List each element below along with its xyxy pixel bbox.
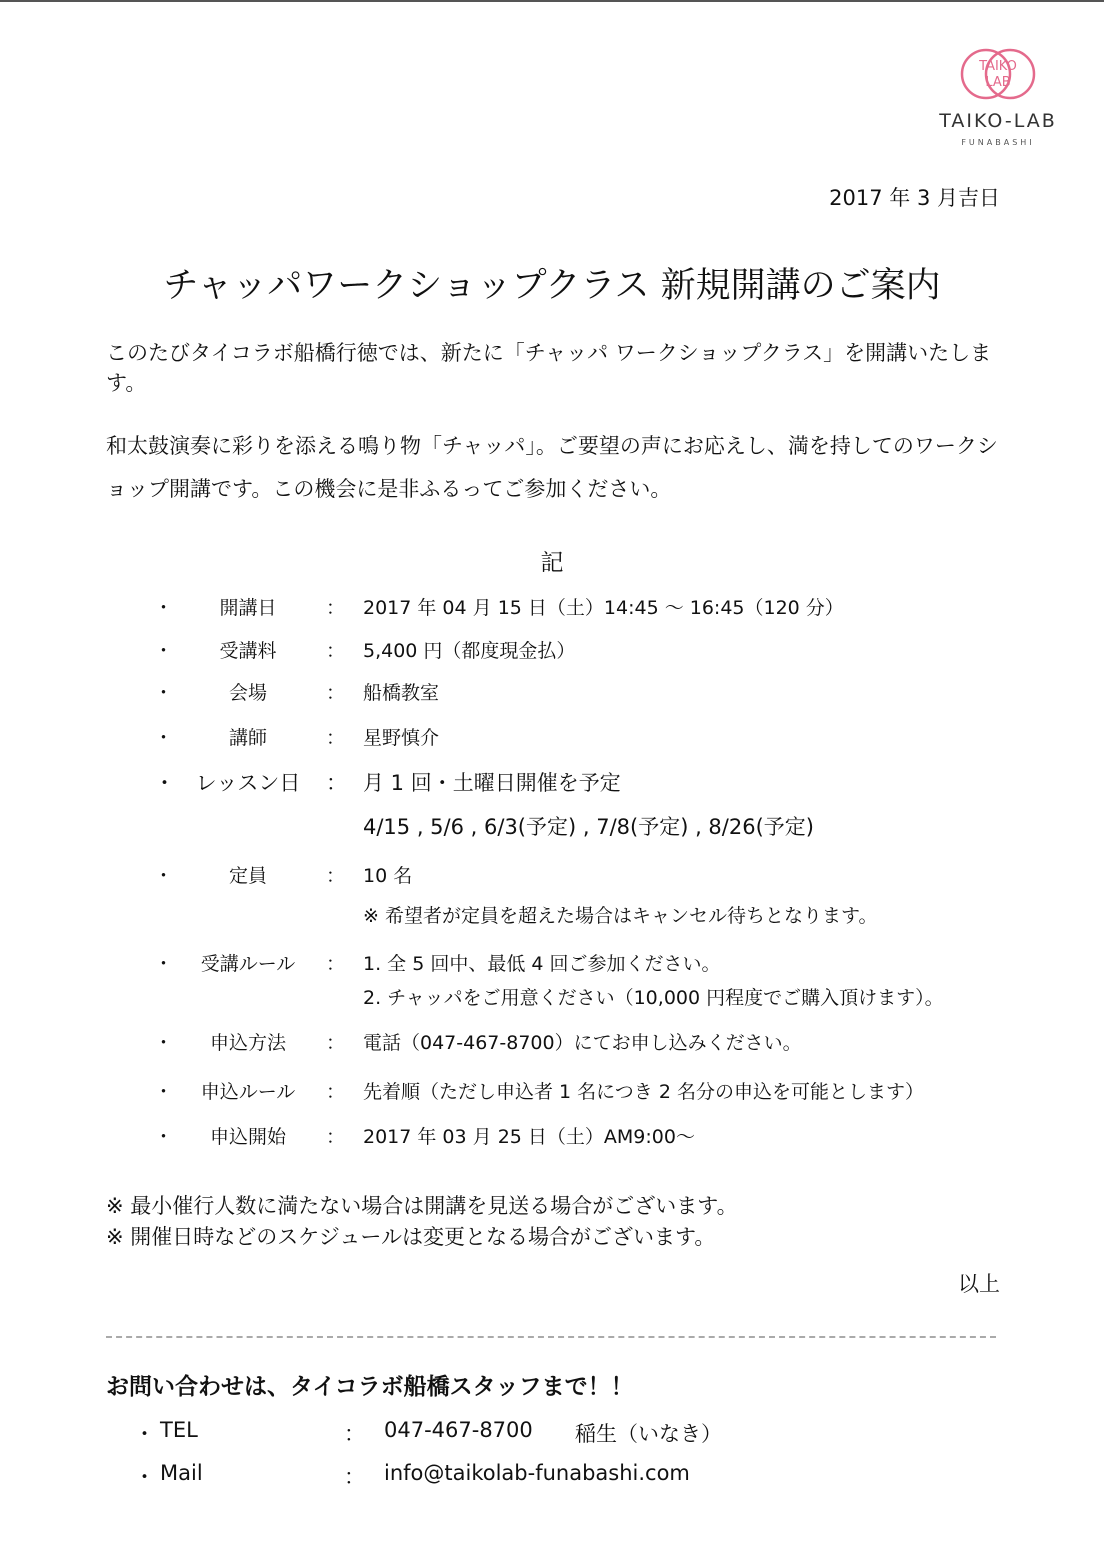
bullet: ・ <box>154 727 174 749</box>
detail-value: 2017 年 03 月 25 日（土）AM9:00～ <box>363 1126 695 1148</box>
detail-row-instructor <box>0 723 1104 753</box>
bullet: ・ <box>154 865 174 887</box>
detail-row-opening-day <box>0 593 1104 623</box>
colon: ： <box>326 640 346 662</box>
detail-label: 定員 <box>228 865 267 887</box>
detail-row-fee <box>0 636 1104 666</box>
closing-ijo: 以上 <box>958 1272 1000 1296</box>
colon: ： <box>326 1081 346 1103</box>
colon: ： <box>344 1422 365 1446</box>
note-2: ※ 開催日時などのスケジュールは変更となる場合がございます。 <box>106 1225 716 1249</box>
detail-value: 2017 年 04 月 15 日（土）14:45 ～ 16:45（120 分） <box>363 597 844 619</box>
taiko-lab-logo <box>924 40 1072 152</box>
detail-value: 星野慎介 <box>363 727 440 749</box>
detail-label: 開講日 <box>219 597 277 619</box>
colon: ： <box>326 1126 346 1148</box>
bullet: ・ <box>154 771 175 795</box>
document-title: チャッパワークショップクラス 新規開講のご案内 <box>163 266 941 306</box>
bullet: ・ <box>134 1422 155 1446</box>
bullet: ・ <box>134 1465 155 1489</box>
detail-label: 講師 <box>228 727 267 749</box>
bullet: ・ <box>154 1032 174 1054</box>
detail-value: 10 名 <box>363 865 413 887</box>
detail-label: 会場 <box>228 682 267 704</box>
colon: ： <box>326 682 346 704</box>
detail-row-rules <box>0 949 1104 979</box>
bullet: ・ <box>154 953 174 975</box>
detail-label: 申込方法 <box>209 1032 286 1054</box>
contact-label: Mail <box>160 1461 203 1485</box>
logo-subtitle: FUNABASHI <box>961 138 1035 147</box>
intro-paragraph-2: 和太鼓演奏に彩りを添える鳴り物「チャッパ」。ご要望の声にお応えし、満を持してのワークショップ開講です。この機会に是非ふるってご参加ください。 <box>106 434 998 501</box>
bullet: ・ <box>154 640 174 662</box>
detail-row-venue <box>0 678 1104 708</box>
detail-value: 電話（047-467-8700）にてお申し込みください。 <box>363 1032 802 1054</box>
colon: ： <box>344 1465 365 1489</box>
colon: ： <box>326 771 347 795</box>
detail-row-apply-method <box>0 1028 1104 1058</box>
rule-item-2: 2. チャッパをご用意ください（10,000 円程度でご購入頂けます）。 <box>363 987 944 1009</box>
detail-value: 船橋教室 <box>363 682 440 704</box>
detail-value: 5,400 円（都度現金払） <box>363 640 576 662</box>
detail-value: 月 1 回・土曜日開催を予定 <box>363 771 621 795</box>
bullet: ・ <box>154 682 174 704</box>
capacity-note: ※ 希望者が定員を超えた場合はキャンセル待ちとなります。 <box>363 905 878 927</box>
detail-row-apply-start <box>0 1122 1104 1152</box>
detail-label: レッスン日 <box>195 771 301 795</box>
detail-row-lesson-days <box>0 767 1104 797</box>
colon: ： <box>326 1032 346 1054</box>
dashed-divider <box>106 1336 996 1338</box>
taiko-lab-emblem-icon <box>960 44 1036 104</box>
colon: ： <box>326 953 346 975</box>
intro-paragraph-1: このたびタイコラボ船橋行徳では、新たに「チャッパ ワークショップクラス」を開講いたします。 <box>106 341 992 395</box>
ki-heading: 記 <box>540 550 564 576</box>
detail-label: 申込ルール <box>200 1081 296 1103</box>
document-date: 2017 年 3 月吉日 <box>829 186 1000 210</box>
lesson-dates: 4/15 , 5/6 , 6/3(予定) , 7/8(予定) , 8/26(予定) <box>363 815 814 839</box>
detail-label: 申込開始 <box>209 1126 286 1148</box>
top-border <box>0 0 1104 2</box>
tel-contact-person: 稲生（いなき） <box>575 1422 722 1446</box>
tel-number: 047-467-8700 <box>384 1418 533 1442</box>
colon: ： <box>326 865 346 887</box>
colon: ： <box>326 597 346 619</box>
detail-label: 受講ルール <box>200 953 296 975</box>
colon: ： <box>326 727 346 749</box>
note-1: ※ 最小催行人数に満たない場合は開講を見送る場合がございます。 <box>106 1194 738 1218</box>
bullet: ・ <box>154 1126 174 1148</box>
detail-row-capacity <box>0 861 1104 891</box>
svg-text:TAIKO: TAIKO <box>979 59 1017 74</box>
bullet: ・ <box>154 1081 174 1103</box>
detail-row-apply-rule <box>0 1077 1104 1107</box>
contact-label: TEL <box>160 1418 198 1442</box>
bullet: ・ <box>154 597 174 619</box>
logo-name: TAIKO-LAB <box>939 110 1057 132</box>
detail-label: 受講料 <box>219 640 277 662</box>
svg-text:LAB: LAB <box>985 75 1011 90</box>
contact-title: お問い合わせは、タイコラボ船橋スタッフまで！！ <box>106 1374 634 1400</box>
mail-address: info@taikolab-funabashi.com <box>384 1461 690 1485</box>
detail-value: 1. 全 5 回中、最低 4 回ご参加ください。 <box>363 953 721 975</box>
detail-value: 先着順（ただし申込者 1 名につき 2 名分の申込を可能とします） <box>363 1081 924 1103</box>
